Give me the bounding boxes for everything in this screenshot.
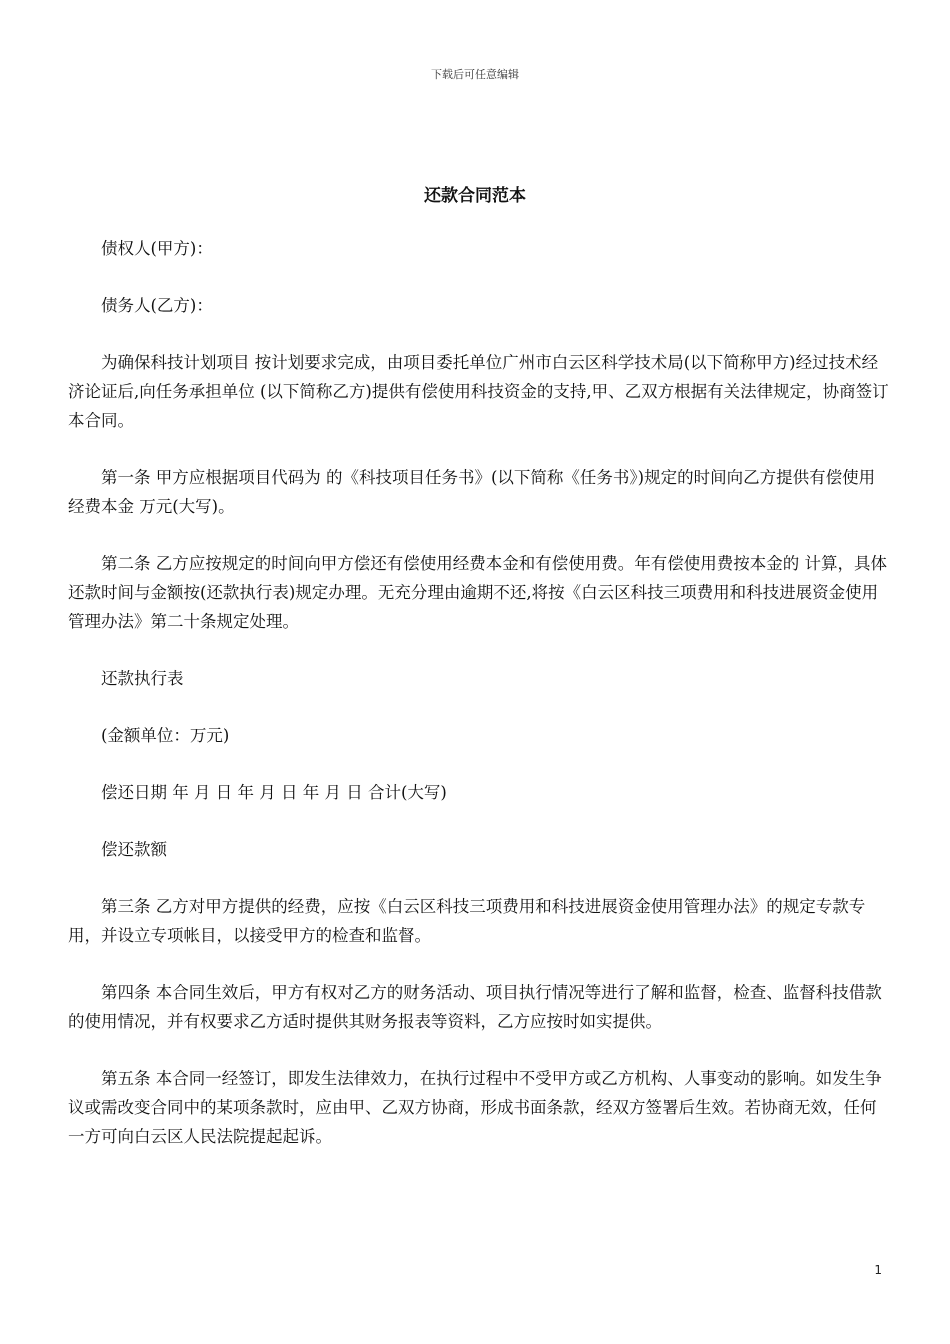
repayment-table-title: 还款执行表	[101, 669, 184, 688]
article-4: 第四条 本合同生效后，甲方有权对乙方的财务活动、项目执行情况等进行了解和监督，检查、监督科技借款的使用情况，并有权要求乙方适时提供其财务报表等资料，乙方应按时如实提供。	[68, 983, 882, 1031]
creditor-line: 债权人(甲方)：	[101, 239, 213, 258]
amount-unit-note: (金额单位：万元)	[101, 726, 230, 745]
page-number: 1	[874, 1263, 882, 1277]
header-note: 下载后可任意编辑	[431, 68, 519, 81]
article-5: 第五条 本合同一经签订，即发生法律效力，在执行过程中不受甲方或乙方机构、人事变动的影响。如发生争议或需改变合同中的某项条款时，应由甲、乙双方协商，形成书面条款，经双方签署后生效。若协商无效，任何一方可向白云区人民法院提起起诉。	[68, 1069, 882, 1146]
repayment-date-row: 偿还日期 年 月 日 年 月 日 年 月 日 合计(大写)	[101, 783, 447, 802]
article-1: 第一条 甲方应根据项目代码为 的《科技项目任务书》(以下简称《任务书》)规定的时间向乙方提供有偿使用经费本金 万元(大写)。	[68, 468, 876, 516]
document-title: 还款合同范本	[424, 186, 526, 206]
article-3: 第三条 乙方对甲方提供的经费，应按《白云区科技三项费用和科技进展资金使用管理办法》的规定专款专用，并设立专项帐目，以接受甲方的检查和监督。	[68, 897, 866, 945]
article-2: 第二条 乙方应按规定的时间向甲方偿还有偿使用经费本金和有偿使用费。年有偿使用费按本金的 计算，具体还款时间与金额按(还款执行表)规定办理。无充分理由逾期不还,将按《白云区科技三项费用和科技进展资金使用管理办法》第二十条规定处理。	[68, 554, 887, 631]
document-body	[68, 234, 890, 1179]
preamble-paragraph: 为确保科技计划项目 按计划要求完成，由项目委托单位广州市白云区科学技术局(以下简称甲方)经过技术经济论证后,向任务承担单位 (以下简称乙方)提供有偿使用科技资金的支持,甲、乙双方根据有关法律规定，协商签订本合同。	[68, 353, 889, 430]
repayment-amount-row: 偿还款额	[101, 840, 167, 859]
debtor-line: 债务人(乙方)：	[101, 296, 213, 315]
